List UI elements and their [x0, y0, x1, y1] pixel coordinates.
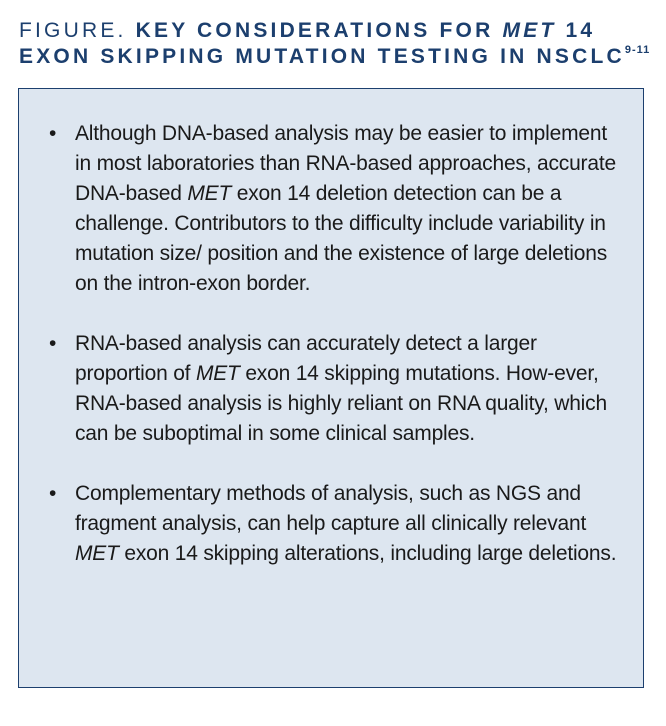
bullet-text-part2: exon 14 skipping mutations. How-ever, RNA-based analysis is highly reliant on RNA quality, which can be suboptimal in some clinical samples.	[75, 362, 607, 445]
bullet-marker: •	[49, 482, 57, 505]
bullet-gene: MET	[195, 362, 240, 385]
figure-title-line2: EXON SKIPPING MUTATION TESTING IN NSCLC	[19, 45, 625, 68]
bullet-text-part1: RNA-based analysis can accurately detect a larger proportion of	[75, 332, 537, 385]
bullet-text-part1: Although DNA-based analysis may be easier to implement in most laboratories than RNA-based approaches, accurate DNA-based	[75, 122, 616, 205]
figure-label: FIGURE.	[19, 19, 127, 42]
figure-title-pre: KEY CONSIDERATIONS FOR	[135, 19, 494, 42]
figure-title-refs: 9-11	[624, 44, 651, 56]
bullet-item-complementary-methods	[49, 479, 624, 569]
bullet-text-part2: exon 14 deletion detection can be a challenge. Contributors to the difficulty include variability in mutation size/ position and the existence of large deletions on the intron-exon border.	[75, 182, 608, 295]
figure-title-gene: MET	[502, 19, 557, 42]
bullet-marker: •	[49, 332, 57, 355]
bullet-marker: •	[49, 122, 57, 145]
considerations-list	[49, 119, 624, 599]
bullet-item-dna-analysis	[49, 119, 624, 299]
figure-title	[19, 18, 659, 70]
bullet-text-part1: Complementary methods of analysis, such as NGS and fragment analysis, can help capture all clinically relevant	[75, 482, 587, 535]
bullet-gene: MET	[187, 182, 232, 205]
bullet-gene: MET	[75, 542, 119, 565]
figure-title-line1-end: 14	[565, 19, 596, 42]
considerations-box	[18, 88, 644, 688]
bullet-item-rna-analysis	[49, 329, 624, 449]
bullet-text-part2: exon 14 skipping alterations, including large deletions.	[118, 542, 617, 565]
